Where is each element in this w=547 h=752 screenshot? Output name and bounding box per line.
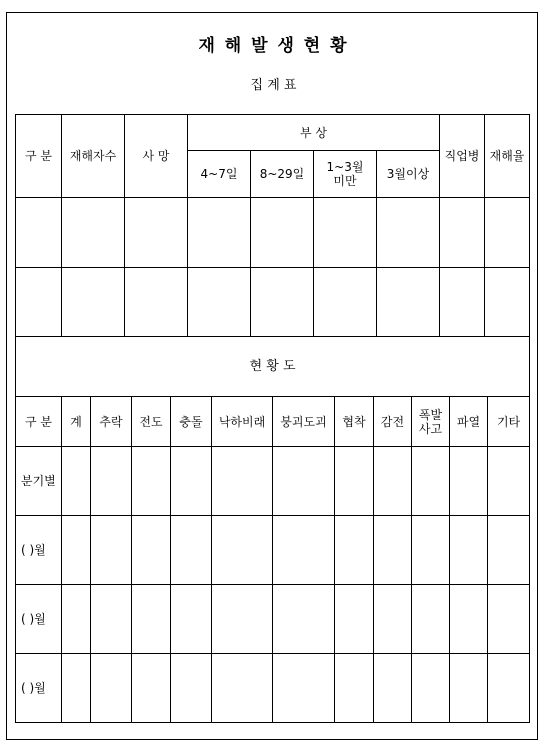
header-injury-1-3-months-line2: 미만 [333,174,357,188]
status-cell [450,654,488,723]
status-cell [212,447,273,516]
header-explosion-line1: 폭발 [418,407,443,422]
status-cell [488,447,530,516]
status-cell [171,585,212,654]
header-rupture: 파열 [450,397,488,447]
status-cell [374,585,412,654]
header-electric-shock: 감전 [374,397,412,447]
summary-cell [251,198,314,268]
status-cell [62,654,91,723]
document-title: 재 해 발 생 현 황 [198,36,349,56]
summary-cell [125,198,188,268]
header-fall: 추락 [91,397,132,447]
header-gubun: 구 분 [16,115,62,198]
status-cell [212,654,273,723]
status-cell [450,516,488,585]
status-cell [132,654,171,723]
header-trip: 전도 [132,397,171,447]
header-collapse: 붕괴도괴 [273,397,335,447]
status-cell [273,585,335,654]
header-caught: 협착 [335,397,374,447]
summary-row [16,268,530,337]
summary-cell [62,198,125,268]
status-cell [488,516,530,585]
status-cell [212,516,273,585]
header-explosion [412,397,450,447]
summary-table [15,114,530,337]
status-cell [488,585,530,654]
status-cell [335,516,374,585]
status-cell [374,516,412,585]
summary-cell [251,268,314,337]
row-label-month: ( )월 [16,654,62,723]
row-label-month: ( )월 [16,585,62,654]
status-cell [91,447,132,516]
summary-cell [377,198,440,268]
status-cell [374,447,412,516]
header-accident-rate: 재해율 [485,115,530,198]
status-cell [412,654,450,723]
header-injury-4-7-days: 4~7일 [188,151,251,198]
status-cell [91,654,132,723]
header-injury-over-3-months: 3월이상 [377,151,440,198]
status-cell [91,516,132,585]
summary-cell [377,268,440,337]
status-row [16,585,530,654]
status-cell [171,447,212,516]
status-cell [374,654,412,723]
status-cell [273,447,335,516]
status-cell [335,447,374,516]
status-cell [62,447,91,516]
summary-cell [485,268,530,337]
status-diagram-title: 현 황 도 [16,337,530,397]
status-cell [335,585,374,654]
summary-row [16,198,530,268]
summary-cell [62,268,125,337]
summary-cell [16,268,62,337]
row-label-month: ( )월 [16,516,62,585]
summary-table-title: 집 계 표 [250,78,297,93]
summary-cell [314,198,377,268]
header-falling-object: 낙하비래 [212,397,273,447]
summary-cell [188,268,251,337]
header-gubun: 구 분 [16,397,62,447]
summary-cell [16,198,62,268]
status-cell [132,516,171,585]
status-cell [62,516,91,585]
status-cell [62,585,91,654]
header-explosion-line2: 사고 [418,421,443,436]
status-cell [171,516,212,585]
header-other: 기타 [488,397,530,447]
header-injury-1-3-months [314,151,377,198]
status-cell [273,516,335,585]
status-cell [132,585,171,654]
header-injury: 부 상 [188,115,440,151]
summary-cell [440,268,485,337]
status-table [15,336,530,723]
summary-cell [440,198,485,268]
header-injury-8-29-days: 8~29일 [251,151,314,198]
status-cell [273,654,335,723]
status-row [16,654,530,723]
status-cell [132,447,171,516]
row-label-quarterly: 분기별 [16,447,62,516]
status-cell [450,447,488,516]
status-cell [412,447,450,516]
status-cell [450,585,488,654]
summary-cell [125,268,188,337]
status-cell [335,654,374,723]
status-cell [412,585,450,654]
status-cell [412,516,450,585]
header-victims: 재해자수 [62,115,125,198]
status-cell [212,585,273,654]
status-row [16,447,530,516]
summary-cell [314,268,377,337]
status-cell [171,654,212,723]
header-injury-1-3-months-line1: 1~3월 [326,160,364,174]
summary-cell [485,198,530,268]
status-cell [488,654,530,723]
header-death: 사 망 [125,115,188,198]
status-cell [91,585,132,654]
header-total: 계 [62,397,91,447]
summary-cell [188,198,251,268]
status-row [16,516,530,585]
header-occupational-disease: 직업병 [440,115,485,198]
header-collision: 충돌 [171,397,212,447]
